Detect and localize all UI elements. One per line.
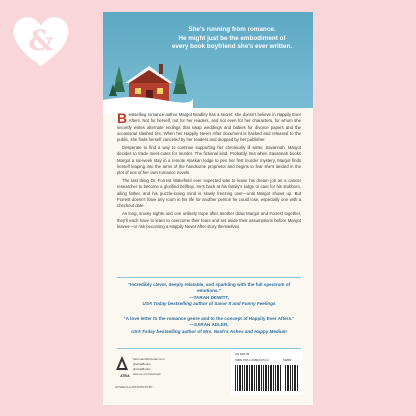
- tagline-line-3: every book boyfriend she's ever written.: [171, 43, 293, 51]
- sku-label: 51899: [283, 358, 292, 362]
- divider-top: [117, 277, 301, 278]
- synopsis-paragraph-4: As long, snowy nights and one unlikely trope after another draw Margot and Forrest together, they'll each have to learn to overcome their fears and set aside their assumptions before Margot leaves—or risk becoming a Happily Never After story themselves.: [117, 211, 301, 229]
- barcode-icon: [235, 365, 281, 391]
- synopsis-paragraph-3: The last thing Dr. Forrest Wakefield ever expected was to leave his dream job as a cancer researcher to become a glorified bellhop. He's back at his family's lodge to care for his stubborn, ailing father, and his puzzle-loving mind is slowly freezing over—until Margot shows up. But Forrest doesn't have any room in his life for another person he could lose, especially one with a checkout date.: [117, 178, 301, 209]
- book-back-cover: [103, 12, 313, 405]
- publisher-social-2: @AtriaBooks: [133, 367, 151, 371]
- blurb-2: [121, 316, 297, 335]
- blurb-1-credit: USA Today bestselling author of Savor It and Funny Feelings: [142, 301, 276, 307]
- publisher-name: ATRIA: [120, 374, 130, 378]
- blurb-2-credit: USA Today bestselling author of Mrs. Nash's Ashes and Happy Medium: [131, 328, 287, 334]
- tagline-line-1: She's running from romance.: [188, 26, 276, 33]
- isbn-label: ISBN 978-1-6680-5074-4: [235, 358, 269, 362]
- publisher-social-1: @AtriaBooks: [133, 362, 151, 366]
- ampersand-heart-logo: [10, 10, 72, 72]
- publisher-url: SimonandSchuster.com: [133, 357, 165, 361]
- atria-logo-icon: [115, 355, 129, 373]
- drop-cap: B: [117, 110, 128, 126]
- price-label: US $18.99: [235, 352, 250, 356]
- publisher-social-3: Like us on Facebook: [133, 372, 161, 376]
- blurb-1: [121, 282, 297, 308]
- blurb-2-author: —SARAH ADLER,: [189, 322, 229, 328]
- tagline: [157, 26, 307, 52]
- synopsis-paragraph-1: Bestselling romance author Margot Bradley has a secret: she doesn't believe in Happily Ever Afters. Not for herself, not for her readers, and not even for her characters, for whom she secretly writes alternate endings that swap weddings and babies for divorce papers and the occasional slashed tire. When her Happily Never After document is hacked and released to the public, she finds herself canceled by her readers and dropped by her publisher.: [117, 110, 301, 143]
- svg-text:&: &: [28, 24, 54, 57]
- cover-credit: COVER ILLUSTRATION BY ...: [115, 385, 156, 389]
- blurb-1-quote: "Incredibly clever, deeply relatable, and sparkling with the full spectrum of emotions.": [127, 282, 291, 294]
- synopsis: [117, 112, 301, 232]
- snowy-cabin-illustration: [103, 52, 193, 114]
- blurb-1-author: —TARAH DEWITT,: [189, 294, 229, 300]
- price-barcode-icon: [285, 365, 299, 391]
- blurb-2-quote: "A love letter to the romance genre and to the concept of Happily Ever Afters.": [123, 316, 295, 321]
- barcode-area: [231, 349, 303, 395]
- synopsis-paragraph-2: Desperate to find a way to continue supporting her chronically ill sister, Savannah, Margot decides to trade meet-cutes for murder. The fictional kind. Probably. But when Savannah books Margot a six-week stay in a remote Alaskan lodge to pen her first murder mystery, Margot finds herself leaping into the arms of the handsome proprietor and begins to fear she's landed in the plot of one of her own romance novels.: [117, 145, 301, 176]
- tagline-line-2: He might just be the embodiment of: [178, 34, 286, 42]
